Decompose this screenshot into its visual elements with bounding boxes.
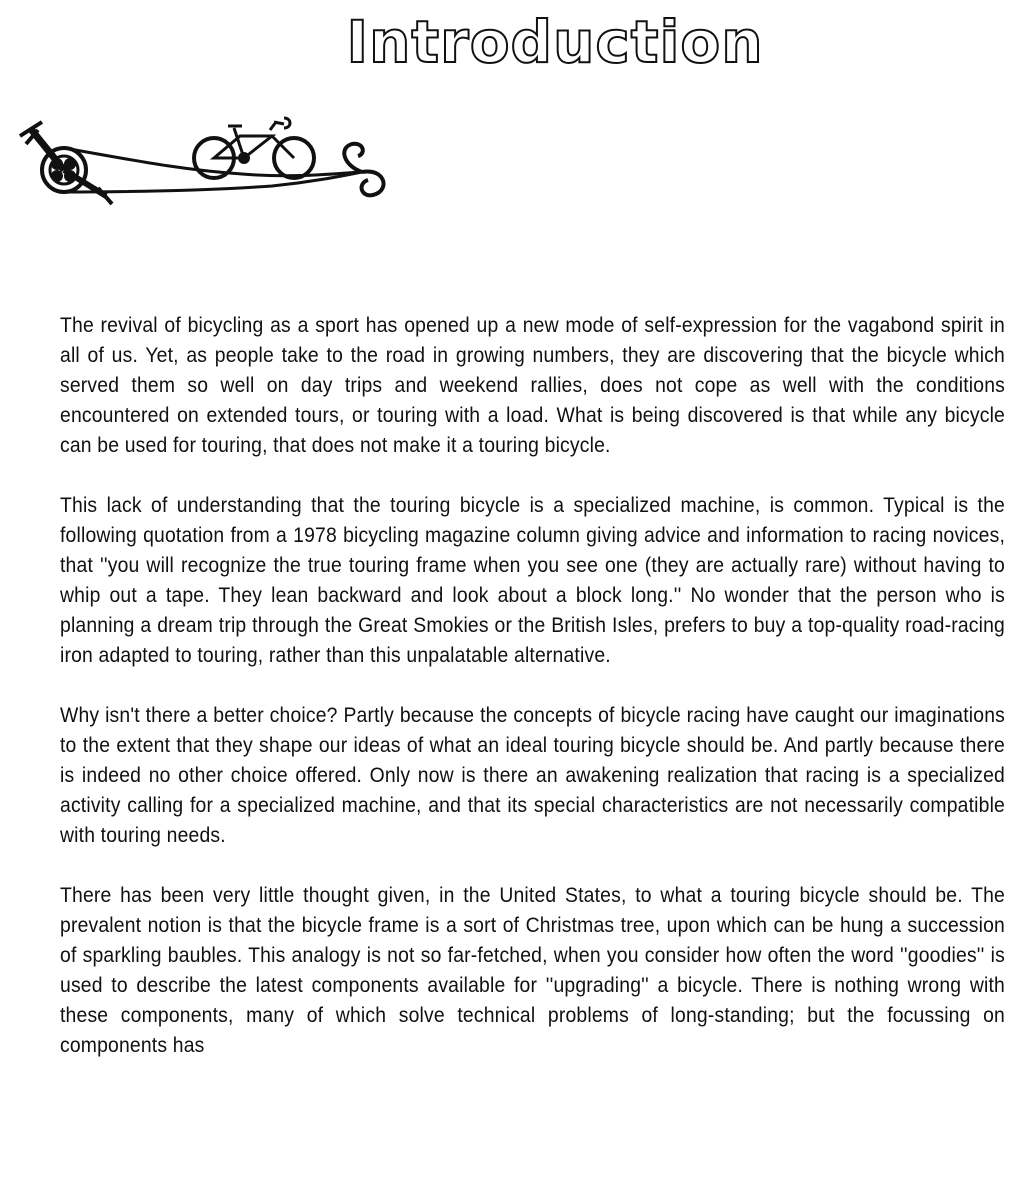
body-text [60,310,1005,1090]
paragraph-3: Why isn't there a better choice? Partly because the concepts of bicycle racing have caught our imaginations to the extent that they shape our ideas of what an ideal touring bicycle should be. And partly because there is indeed no other choice offered. Only now is there an awakening realization that racing is a specialized activity calling for a specialized machine, and that its special characteristics are not necessarily compatible with touring needs. [60,703,1005,847]
paragraph-4: There has been very little thought given, in the United States, to what a touring bicycle should be. The prevalent notion is that the bicycle frame is a sort of Christmas tree, upon which can be hung a succession of sparkling baubles. This analogy is not so far-fetched, when you consider how often the word ''goodies'' is used to describe the latest components available for ''upgrading'' a bicycle. There is nothing wrong with these components, many of which solve technical problems of long-standing; but the focussing on components has [60,883,1005,1057]
bicycle-icon [194,118,314,178]
bicycle-ornament-illustration [12,108,392,218]
paragraph-1: The revival of bicycling as a sport has opened up a new mode of self-expression for the vagabond spirit in all of us. Yet, as people take to the road in growing numbers, they are discovering that the bicycle which served them so well on day trips and weekend rallies, does not cope as well with the conditions encountered on extended tours, or touring with a load. What is being discovered is that while any bicycle can be used for touring, that does not make it a touring bicycle. [60,313,1005,457]
paragraph-2: This lack of understanding that the touring bicycle is a specialized machine, is common. Typical is the following quotation from a 1978 bicycling magazine column giving advice and information to racing novices, that ''you will recognize the true touring frame when you see one (they are actually rare) without having to whip out a tape. They lean backward and look about a block long.'' No wonder that the person who is planning a dream trip through the Great Smokies or the British Isles, prefers to buy a top-quality road-racing iron adapted to touring, rather than this unpalatable alternative. [60,493,1005,667]
page-title: Introduction [346,8,764,76]
